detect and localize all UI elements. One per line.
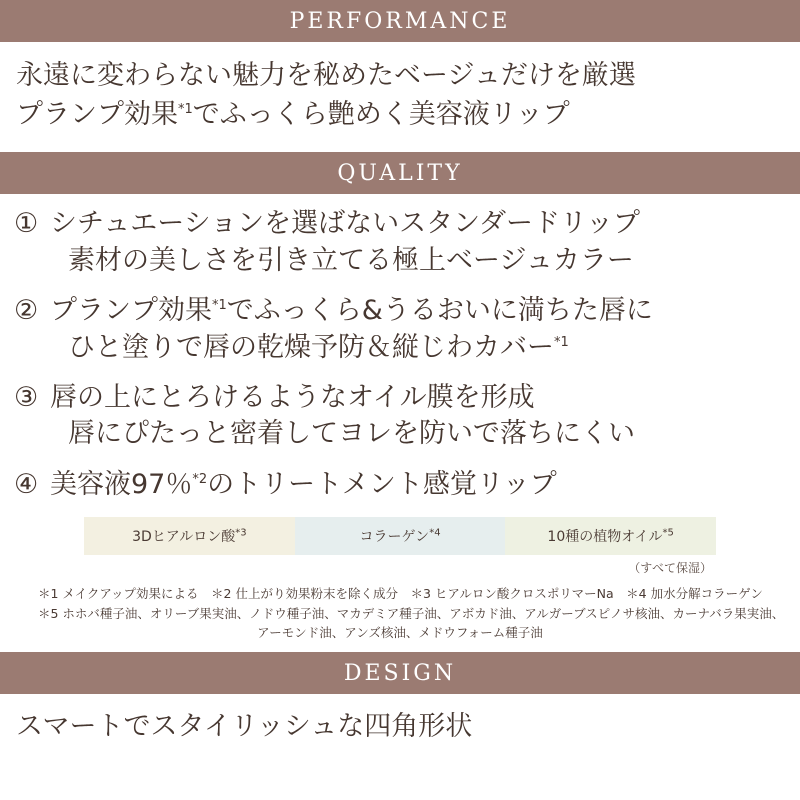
performance-line-2-footnote-marker: *1 — [178, 102, 193, 118]
performance-line-1: 永遠に変わらない魅力を秘めたベージュだけを厳選 — [16, 60, 636, 91]
ingredient-chip-1-label: 3Dヒアルロン酸 — [132, 529, 236, 546]
design-body — [0, 694, 800, 746]
quality-item-4 — [14, 467, 786, 503]
quality-item-4-line-1-footnote-marker: *2 — [192, 471, 208, 487]
quality-item-4-number: ④ — [14, 468, 39, 500]
ingredient-chip-3-footnote-marker: *5 — [662, 527, 674, 539]
quality-item-2-number: ② — [14, 295, 39, 327]
footnotes — [14, 576, 786, 652]
quality-item-3-line-2: 唇にぴたっと密着してヨレを防いで落ちにくい — [68, 418, 635, 450]
design-line-1: スマートでスタイリッシュな四角形状 — [16, 711, 473, 743]
ingredient-chip-3-label: 10種の植物オイル — [547, 529, 663, 546]
performance-line-2-a: プランプ効果 — [16, 99, 178, 131]
quality-band-title: QUALITY — [337, 160, 463, 186]
quality-item-3-line-1: 唇の上にとろけるようなオイル膜を形成 — [50, 382, 535, 414]
quality-item-4-line-1-a: 美容液97％ — [50, 468, 193, 500]
design-band — [0, 652, 800, 694]
ingredient-chip-2-label: コラーゲン — [359, 529, 430, 546]
quality-item-2-line-2-footnote-marker: *1 — [554, 334, 569, 350]
quality-item-3-text — [50, 380, 635, 453]
footnote-line-3: アーモンド油、アンズ核油、メドウフォーム種子油 — [257, 625, 543, 641]
quality-body — [0, 194, 800, 652]
quality-item-2-line-1-b: でふっくら&うるおいに満ちた唇に — [226, 295, 653, 327]
footnote-line-1: ＊1 メイクアップ効果による ＊2 仕上がり効果粉末を除く成分 ＊3 ヒアルロン酸クロスポリマーNa ＊4 加水分解コラーゲン — [38, 586, 763, 602]
performance-body — [0, 42, 800, 152]
performance-line-2 — [16, 95, 784, 134]
quality-item-1-line-1: シチュエーションを選ばないスタンダードリップ — [50, 208, 640, 240]
quality-item-1-text — [50, 206, 640, 279]
quality-item-4-line-1-b: のトリートメント感覚リップ — [207, 468, 557, 500]
performance-line-2-b: でふっくら艶めく美容液リップ — [192, 99, 570, 131]
quality-item-1-line-2: 素材の美しさを引き立てる極上ベージュカラー — [68, 244, 634, 276]
quality-item-3-number: ③ — [14, 382, 39, 414]
quality-item-4-text — [50, 467, 557, 503]
performance-band-title: PERFORMANCE — [289, 8, 511, 34]
quality-item-3 — [14, 380, 786, 453]
quality-item-2-line-2-a: ひと塗りで唇の乾燥予防＆縦じわカバー — [68, 331, 554, 363]
quality-item-2-line-1-footnote-marker: *1 — [212, 298, 227, 314]
quality-item-1-number: ① — [14, 208, 39, 240]
quality-item-2-text — [50, 293, 653, 366]
ingredient-chip-1-footnote-marker: *3 — [235, 527, 247, 539]
quality-item-2 — [14, 293, 786, 366]
quality-item-2-line-2 — [68, 330, 653, 366]
quality-item-1 — [14, 206, 786, 279]
quality-item-2-line-1-a: プランプ効果 — [50, 295, 212, 327]
performance-band — [0, 0, 800, 42]
ingredient-chip-2-footnote-marker: *4 — [429, 527, 441, 539]
ingredient-chip-row — [14, 517, 786, 555]
ingredient-chips-note: （すべて保湿） — [628, 561, 712, 576]
ingredient-chip-collagen — [295, 517, 506, 555]
quality-band — [0, 152, 800, 194]
design-band-title: DESIGN — [343, 660, 457, 686]
footnote-line-2: ＊5 ホホバ種子油、オリーブ果実油、ノドウ種子油、マカデミア種子油、アボカド油、アルガーブスピノサ核油、カーナバラ果実油、 — [38, 605, 785, 621]
ingredient-chip-hyaluronic-acid — [84, 517, 295, 555]
ingredient-chip-plant-oils — [505, 517, 716, 555]
